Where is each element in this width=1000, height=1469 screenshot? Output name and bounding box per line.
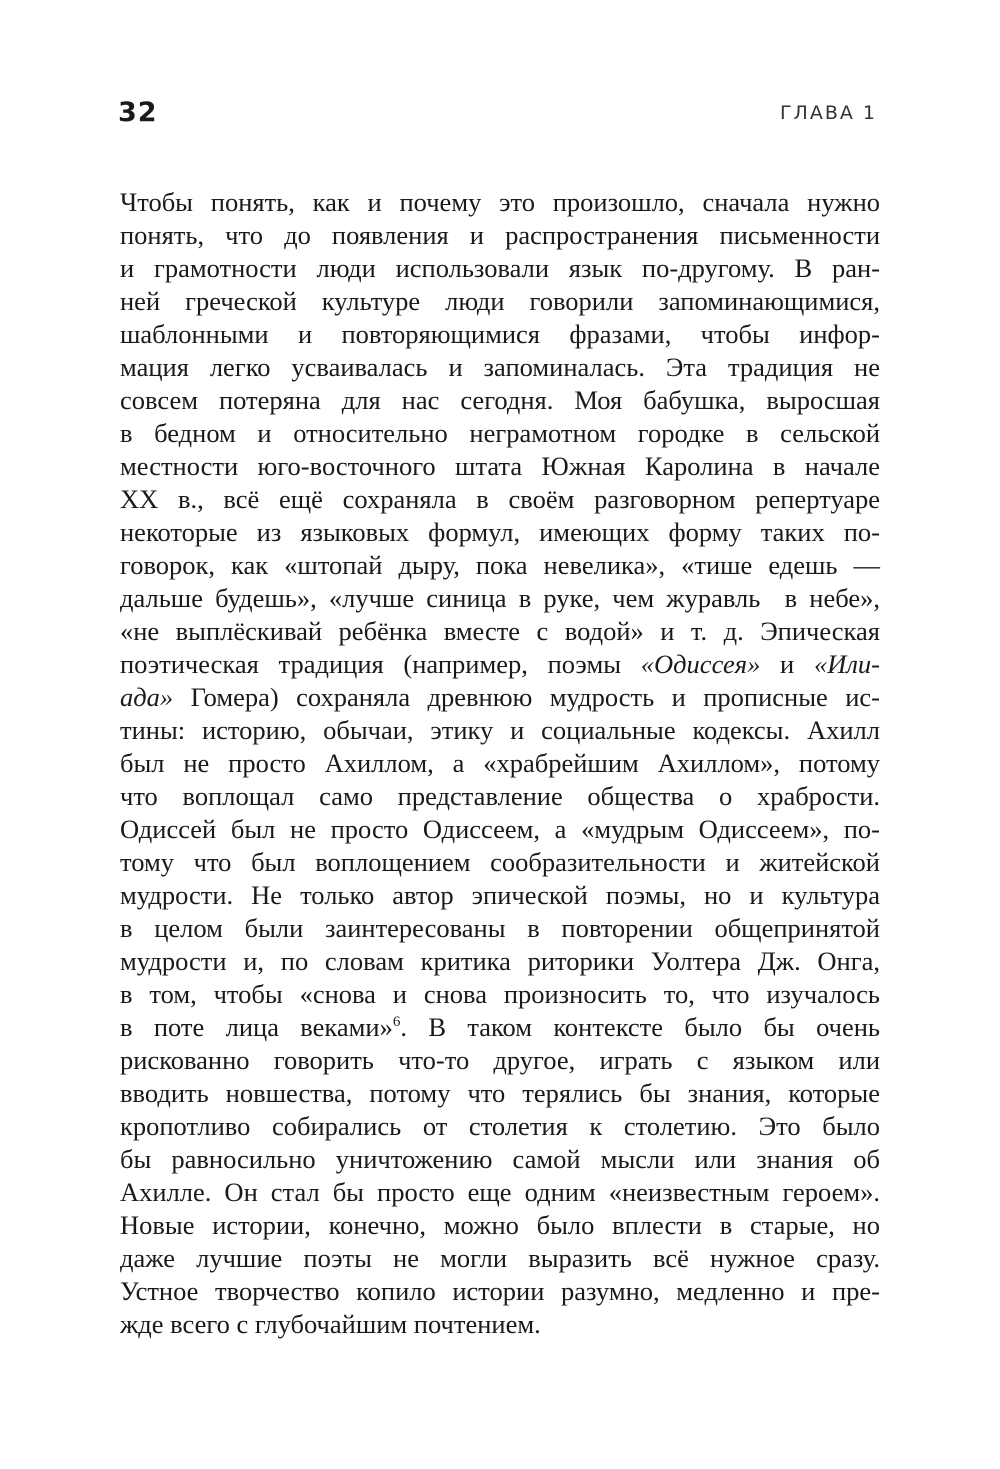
text-segment: даже лучшие поэты не могли выразить всё нужное сразу.	[120, 1243, 880, 1273]
chapter-running-head: ГЛАВА 1	[779, 102, 877, 124]
text-line	[120, 1275, 880, 1308]
text-line	[120, 1110, 880, 1143]
text-line	[120, 285, 880, 318]
text-segment: мация легко усваивалась и запоминалась. Эта традиция не	[120, 352, 880, 382]
body-paragraph	[120, 186, 880, 1341]
text-line	[120, 351, 880, 384]
text-line	[120, 1308, 880, 1341]
text-line	[120, 978, 880, 1011]
italic-title: «Или-	[813, 649, 880, 679]
text-line	[120, 780, 880, 813]
text-segment: и грамотности люди использовали язык по-другому. В ран-	[120, 253, 880, 283]
text-line	[120, 1143, 880, 1176]
text-segment: Гомера) сохраняла древнюю мудрость и прописные ис-	[173, 682, 880, 712]
text-segment: ней греческой культуре люди говорили запоминающимися,	[120, 286, 880, 316]
text-line	[120, 681, 880, 714]
text-line	[120, 714, 880, 747]
text-segment: мудрости и, по словам критика риторики Уолтера Дж. Онга,	[120, 946, 880, 976]
text-line	[120, 582, 880, 615]
text-line	[120, 1242, 880, 1275]
text-line	[120, 186, 880, 219]
text-segment: . В таком контексте было бы очень	[400, 1012, 880, 1042]
text-line	[120, 1209, 880, 1242]
page-number: 32	[118, 97, 158, 128]
text-segment: Ахилле. Он стал бы просто еще одним «неизвестным героем».	[120, 1177, 880, 1207]
text-segment: XX в., всё ещё сохраняла в своём разговорном репертуаре	[120, 484, 880, 514]
text-line	[120, 813, 880, 846]
text-line	[120, 252, 880, 285]
text-line	[120, 1077, 880, 1110]
text-line	[120, 879, 880, 912]
text-segment: был не просто Ахиллом, а «храбрейшим Ахиллом», потому	[120, 748, 880, 778]
text-segment: поэтическая традиция (например, поэмы	[120, 649, 641, 679]
text-line	[120, 318, 880, 351]
text-segment: Чтобы понять, как и почему это произошло, сначала нужно	[120, 187, 880, 217]
text-segment: Одиссей был не просто Одиссеем, а «мудрым Одиссеем», по-	[120, 814, 880, 844]
text-segment: в целом были заинтересованы в повторении общепринятой	[120, 913, 880, 943]
text-segment: Устное творчество копило истории разумно, медленно и пре-	[120, 1276, 880, 1306]
text-segment: тины: историю, обычаи, этику и социальные кодексы. Ахилл	[120, 715, 880, 745]
text-line	[120, 747, 880, 780]
italic-title: ада»	[120, 682, 174, 712]
text-line	[120, 219, 880, 252]
text-segment: мудрости. Не только автор эпической поэмы, но и культура	[120, 880, 880, 910]
text-segment: в бедном и относительно неграмотном городке в сельской	[120, 418, 880, 448]
text-line	[120, 648, 880, 681]
text-segment: рискованно говорить что-то другое, играть с языком или	[120, 1045, 880, 1075]
text-line	[120, 384, 880, 417]
text-segment: что воплощал само представление общества о храбрости.	[120, 781, 880, 811]
text-line	[120, 1011, 880, 1044]
text-line	[120, 1044, 880, 1077]
text-line	[120, 417, 880, 450]
text-segment: Новые истории, конечно, можно было вплести в старые, но	[120, 1210, 880, 1240]
text-segment: местности юго-восточного штата Южная Каролина в начале	[120, 451, 880, 481]
text-segment: некоторые из языковых формул, имеющих форму таких по-	[120, 517, 880, 547]
text-line	[120, 1176, 880, 1209]
text-segment: вводить новшества, потому что терялись бы знания, которые	[120, 1078, 880, 1108]
text-segment: совсем потеряна для нас сегодня. Моя бабушка, выросшая	[120, 385, 880, 415]
text-segment: шаблонными и повторяющимися фразами, чтобы инфор-	[120, 319, 880, 349]
text-line	[120, 450, 880, 483]
text-line	[120, 846, 880, 879]
text-segment: жде всего с глубочайшим почтением.	[120, 1309, 541, 1339]
text-segment: говорок, как «штопай дыру, пока невелика», «тише едешь —	[120, 550, 880, 580]
text-segment: в том, чтобы «снова и снова произносить то, что изучалось	[120, 979, 880, 1009]
text-segment: «не выплёскивай ребёнка вместе с водой» и т. д. Эпическая	[120, 616, 880, 646]
text-line	[120, 945, 880, 978]
text-segment: понять, что до появления и распространения письменности	[120, 220, 880, 250]
text-segment: бы равносильно уничтожению самой мысли или знания об	[120, 1144, 880, 1174]
text-segment: и	[760, 649, 814, 679]
text-line	[120, 912, 880, 945]
text-line	[120, 516, 880, 549]
text-line	[120, 549, 880, 582]
text-segment: тому что был воплощением сообразительности и житейской	[120, 847, 880, 877]
text-segment: кропотливо собирались от столетия к столетию. Это было	[120, 1111, 880, 1141]
footnote-ref: 6	[392, 1014, 401, 1031]
text-segment: дальше будешь», «лучше синица в руке, чем журавль в небе»,	[120, 583, 880, 613]
italic-title: «Одиссея»	[640, 649, 761, 679]
text-line	[120, 615, 880, 648]
text-line	[120, 483, 880, 516]
text-segment: в поте лица веками»	[120, 1012, 393, 1042]
